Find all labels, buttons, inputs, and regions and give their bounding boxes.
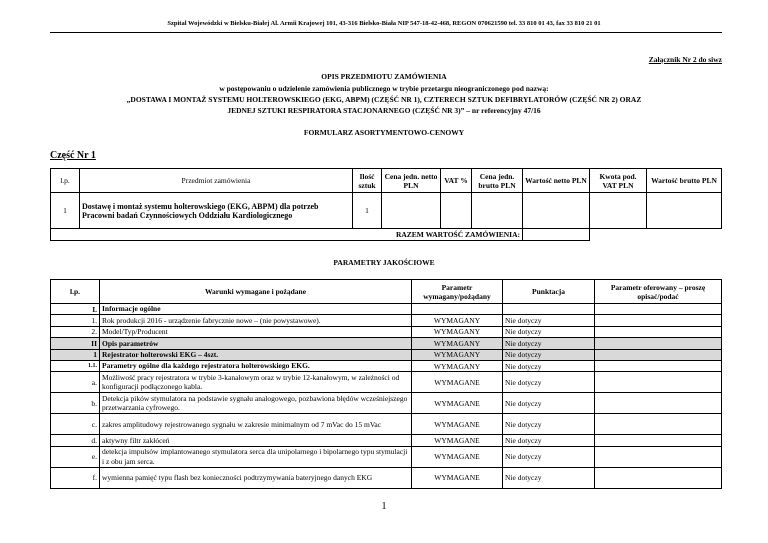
table-row (51, 414, 722, 435)
row-scoring: Nie dotyczy (503, 326, 595, 337)
row-condition: wymienna pamięć typu flash bez konieczności podtrzymywania bateryjnego danych EKG (100, 467, 412, 488)
row-condition: Rejestrator holterowski EKG – 4szt. (100, 349, 412, 360)
table-row (51, 193, 722, 229)
header-divider (50, 32, 722, 33)
row-lp: b. (51, 393, 100, 414)
row-required: WYMAGANY (412, 360, 503, 371)
row-scoring: Nie dotyczy (503, 315, 595, 326)
row-condition: detekcja impulsów implantowanego stymulatora serca dla unipolarnego i bipolarnego typu stymulacji i z obu jam serca. (100, 446, 412, 467)
table-row (51, 467, 722, 488)
header-vat-amount: Kwota pod. VAT PLN (590, 169, 647, 193)
row-scoring: Nie dotyczy (503, 393, 595, 414)
row-offered[interactable] (595, 304, 722, 315)
table-row (51, 360, 722, 371)
row-offered[interactable] (595, 349, 722, 360)
row-scoring: Nie dotyczy (503, 360, 595, 371)
tender-name-line1: „DOSTAWA I MONTAŻ SYSTEMU HOLTEROWSKIEGO (EKG, ABPM) (CZĘŚĆ NR 1), CZTERECH SZTUK DEFIBRYLATORÓW (CZĘŚĆ NR 2) ORAZ (126, 95, 642, 104)
header-lp: l.p. (51, 280, 100, 304)
row-required: WYMAGANE (412, 372, 503, 393)
row-offered[interactable] (595, 414, 722, 435)
row-unit-net[interactable] (382, 193, 441, 229)
header-gross-value: Wartość brutto PLN (647, 169, 722, 193)
table-row (51, 326, 722, 337)
row-scoring (503, 304, 595, 315)
row-lp: f. (51, 467, 100, 488)
params-table (50, 279, 722, 489)
row-quantity: 1 (353, 193, 382, 229)
table-row (51, 315, 722, 326)
row-lp: 1. (51, 315, 100, 326)
row-scoring: Nie dotyczy (503, 414, 595, 435)
row-condition: Rok produkcji 2016 - urządzenie fabrycznie nowe – (nie powystawowe). (100, 315, 412, 326)
row-gross-value[interactable] (647, 193, 722, 229)
row-lp: 1 (51, 349, 100, 360)
row-lp: a. (51, 372, 100, 393)
table-row (51, 304, 722, 315)
header-unit-net: Cena jedn. netto PLN (382, 169, 441, 193)
row-lp: 2. (51, 326, 100, 337)
row-condition: Informacje ogólne (100, 304, 412, 315)
row-condition: Detekcja pików stymulatora na podstawie sygnału analogowego, pozbawiona błędów wcześniejszego przetwarzania cyfrowego. (100, 393, 412, 414)
table-row (51, 446, 722, 467)
row-offered[interactable] (595, 338, 722, 349)
row-offered[interactable] (595, 360, 722, 371)
header-lp: l.p. (51, 169, 80, 193)
table-row (51, 349, 722, 360)
header-scoring: Punktacja (503, 280, 595, 304)
price-table-header (51, 169, 722, 193)
total-label: RAZEM WARTOŚĆ ZAMÓWIENIA: (51, 229, 523, 241)
row-required: WYMAGANY (412, 338, 503, 349)
row-offered[interactable] (595, 393, 722, 414)
header-required: Parametr wymagany/pożądany (412, 280, 503, 304)
header-subject: Przedmiot zamówienia (80, 169, 353, 193)
row-condition: Model/Typ/Producent (100, 326, 412, 337)
page-number: 1 (381, 501, 387, 512)
page-header: Szpital Wojewódzki w Bielsku-Białej Al. Armii Krajowej 101, 43-316 Bielsko-Biała NIP 547-18-42-468, REGON 070621590 tel. 33 810 01 43, fax 33 810 21 01 (167, 20, 601, 27)
row-scoring: Nie dotyczy (503, 349, 595, 360)
row-lp: c. (51, 414, 100, 435)
row-condition: Możliwość pracy rejestratora w trybie 3-kanałowym oraz w trybie 12-kanałowym, w zależności od konfiguracji podłączonego kabla. (100, 372, 412, 393)
row-net-value[interactable] (523, 193, 590, 229)
total-row (51, 229, 722, 241)
row-offered[interactable] (595, 372, 722, 393)
row-required: WYMAGANY (412, 315, 503, 326)
table-row (51, 372, 722, 393)
table-row (51, 393, 722, 414)
part-heading: Część Nr 1 (50, 150, 96, 161)
header-net-value: Wartość netto PLN (523, 169, 590, 193)
row-offered[interactable] (595, 315, 722, 326)
row-lp: 1 (51, 193, 80, 229)
row-condition: Parametry ogólne dla każdego rejestratora holterowskiego EKG. (100, 360, 412, 371)
attachment-label: Załącznik Nr 2 do siwz (648, 55, 722, 64)
table-row (51, 435, 722, 446)
header-vat: VAT % (441, 169, 472, 193)
header-conditions: Warunki wymagane i pożądane (100, 280, 412, 304)
row-scoring: Nie dotyczy (503, 446, 595, 467)
header-offered: Parametr oferowany – proszę opisać/podać (595, 280, 722, 304)
params-rows (51, 304, 722, 489)
row-vat-amount[interactable] (590, 193, 647, 229)
row-required: WYMAGANE (412, 435, 503, 446)
row-scoring: Nie dotyczy (503, 372, 595, 393)
row-required (412, 304, 503, 315)
header-quantity: Ilość sztuk (353, 169, 382, 193)
row-required: WYMAGANE (412, 446, 503, 467)
row-lp: I. (51, 304, 100, 315)
row-lp: d. (51, 435, 100, 446)
row-condition: Opis parametrów (100, 338, 412, 349)
header-unit-gross: Cena jedn. brutto PLN (472, 169, 523, 193)
row-lp: e. (51, 446, 100, 467)
table-row (51, 338, 722, 349)
row-condition: aktywny filtr zakłóceń (100, 435, 412, 446)
row-required: WYMAGANE (412, 467, 503, 488)
row-lp: 1.1. (51, 360, 100, 371)
row-subject: Dostawę i montaż systemu holterowskiego (EKG, ABPM) dla potrzeb Pracowni badań Czynnościowych Oddziału Kardiologicznego (80, 193, 353, 229)
document-subtitle: w postępowaniu o udzielenie zamówienia publicznego w trybie przetargu nieograniczonego pod nazwą: (219, 84, 549, 93)
row-lp: II (51, 338, 100, 349)
row-required: WYMAGANE (412, 393, 503, 414)
quality-params-title: PARAMETRY JAKOŚCIOWE (333, 258, 435, 267)
params-table-header (51, 280, 722, 304)
row-condition: zakres amplitudowy rejestrowanego sygnału w zakresie minimalnym od 7 mVac do 15 mVac (100, 414, 412, 435)
row-scoring: Nie dotyczy (503, 435, 595, 446)
row-scoring: Nie dotyczy (503, 467, 595, 488)
price-table (50, 168, 722, 241)
row-required: WYMAGANY (412, 349, 503, 360)
row-offered[interactable] (595, 446, 722, 467)
row-scoring: Nie dotyczy (503, 338, 595, 349)
row-offered[interactable] (595, 326, 722, 337)
row-unit-gross[interactable] (472, 193, 523, 229)
row-required: WYMAGANY (412, 326, 503, 337)
row-offered[interactable] (595, 435, 722, 446)
row-offered[interactable] (595, 467, 722, 488)
total-net-value[interactable] (523, 229, 590, 241)
document-title: OPIS PRZEDMIOTU ZAMÓWIENIA (321, 72, 447, 81)
row-vat[interactable] (441, 193, 472, 229)
form-title: FORMULARZ ASORTYMENTOWO-CENOWY (303, 128, 465, 137)
tender-name-line2: JEDNEJ SZTUKI RESPIRATORA STACJONARNEGO (CZĘŚĆ NR 3)” – nr referencyjny 47/16 (227, 106, 541, 115)
row-required: WYMAGANE (412, 414, 503, 435)
